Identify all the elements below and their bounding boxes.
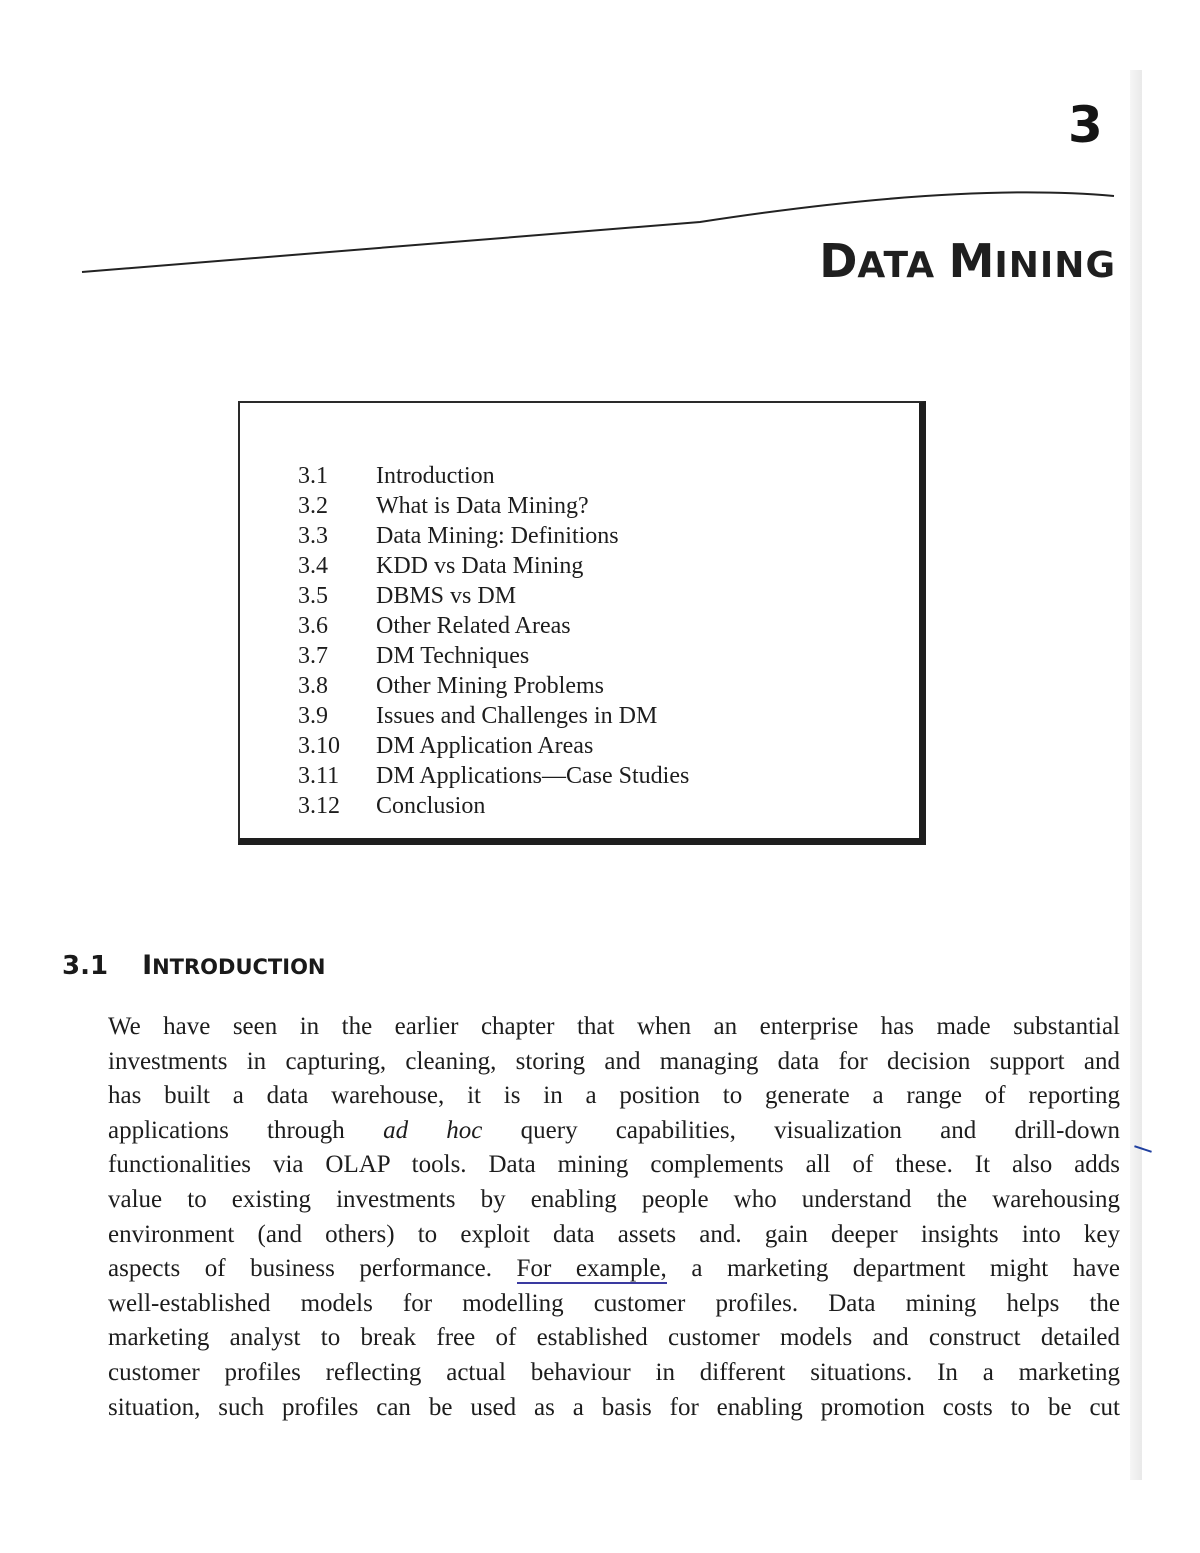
toc-title: DM Applications—Case Studies	[376, 763, 690, 789]
toc-title: Issues and Challenges in DM	[376, 703, 658, 729]
paragraph-line-start: aspects of business performance.	[108, 1255, 517, 1283]
toc-item	[298, 461, 689, 491]
chapter-title-ining: INING	[994, 245, 1116, 286]
toc-list	[298, 461, 689, 821]
paragraph-line: customer profiles reflecting actual behaviour in different situations. In a marketing	[108, 1358, 1120, 1386]
chapter-title-ata: ATA	[857, 245, 949, 286]
toc-item	[298, 491, 689, 521]
italic-phrase: ad hoc	[383, 1116, 483, 1144]
paragraph-line: environment (and others) to exploit data assets and. gain deeper insights into key	[108, 1220, 1120, 1248]
paragraph-line: We have seen in the earlier chapter that when an enterprise has made substantial	[108, 1013, 1120, 1040]
section-number: 3.1	[62, 951, 109, 981]
toc-title: DM Application Areas	[376, 733, 594, 759]
toc-number: 3.1	[298, 463, 328, 489]
toc-number: 3.5	[298, 583, 328, 609]
toc-item	[298, 761, 689, 791]
toc-title: DBMS vs DM	[376, 583, 517, 609]
paragraph-line: value to existing investments by enabling people who understand the warehousing	[108, 1185, 1120, 1213]
chapter-number: 3	[1068, 96, 1103, 154]
toc-number: 3.7	[298, 643, 328, 669]
toc-title: What is Data Mining?	[376, 493, 589, 519]
toc-title: KDD vs Data Mining	[376, 553, 584, 579]
toc-number: 3.8	[298, 673, 328, 699]
paragraph-line: well-established models for modelling customer profiles. Data mining helps the	[108, 1289, 1120, 1317]
toc-item	[298, 581, 689, 611]
toc-number: 3.6	[298, 613, 328, 639]
toc-item	[298, 551, 689, 581]
underlined-phrase: For example,	[516, 1255, 667, 1283]
paragraph-line	[108, 1114, 1120, 1149]
paragraph-line: marketing analyst to break free of established customer models and construct detailed	[108, 1324, 1120, 1352]
paragraph-line: investments in capturing, cleaning, storing and managing data for decision support and	[108, 1047, 1120, 1075]
introduction-paragraph	[108, 1010, 1120, 1425]
chapter-title-m: M	[948, 234, 995, 288]
paragraph-line	[108, 1252, 1120, 1287]
paragraph-line-end: a marketing department might have	[666, 1255, 1120, 1283]
section-heading	[62, 952, 326, 979]
toc-number: 3.10	[298, 733, 340, 759]
toc-item	[298, 731, 689, 761]
toc-item	[298, 611, 689, 641]
toc-number: 3.11	[298, 763, 340, 789]
toc-title: Introduction	[376, 463, 495, 489]
toc-item	[298, 641, 689, 671]
paragraph-line: situation, such profiles can be used as a basis for enabling promotion costs to be cut	[108, 1393, 1120, 1421]
chapter-title-d: D	[819, 234, 858, 288]
toc-number: 3.3	[298, 523, 328, 549]
paragraph-line-end: query capabilities, visualization and drill-down	[482, 1116, 1120, 1144]
section-title-rest: NTRODUCTION	[152, 955, 326, 979]
toc-item	[298, 671, 689, 701]
toc-number: 3.4	[298, 553, 328, 579]
toc-item	[298, 791, 689, 821]
toc-item	[298, 701, 689, 731]
paragraph-line: functionalities via OLAP tools. Data mining complements all of these. It also adds	[108, 1151, 1120, 1179]
chapter-contents-box	[238, 401, 926, 845]
section-title-initial: I	[142, 950, 153, 981]
toc-number: 3.12	[298, 793, 340, 819]
toc-title: Other Mining Problems	[376, 673, 604, 699]
paragraph-line-start: applications through	[108, 1116, 384, 1144]
toc-title: DM Techniques	[376, 643, 530, 669]
chapter-title	[819, 234, 1116, 288]
toc-title: Conclusion	[376, 793, 486, 819]
toc-number: 3.2	[298, 493, 328, 519]
toc-item	[298, 521, 689, 551]
paragraph-line: has built a data warehouse, it is in a position to generate a range of reporting	[108, 1082, 1120, 1110]
toc-title: Data Mining: Definitions	[376, 523, 619, 549]
toc-number: 3.9	[298, 703, 328, 729]
toc-title: Other Related Areas	[376, 613, 571, 639]
